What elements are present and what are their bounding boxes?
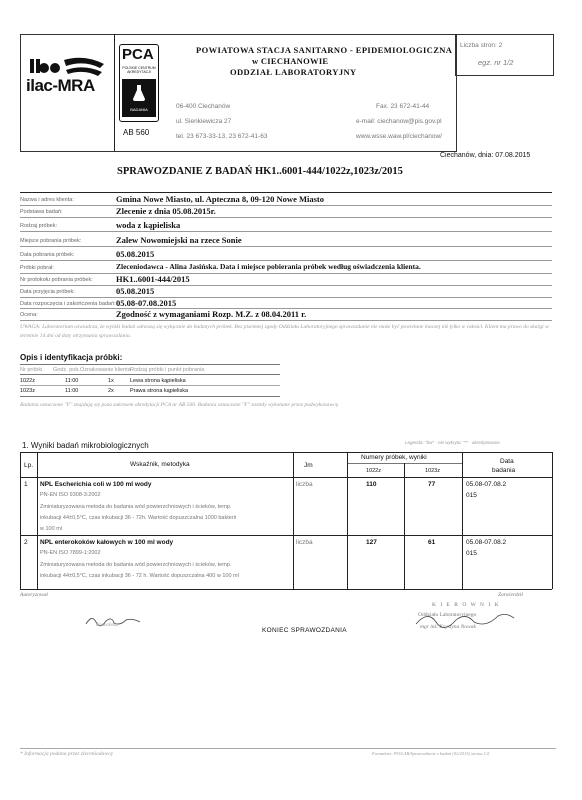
copy-number: egz. nr 1/2 [478, 58, 514, 67]
address-tel: tel. 23 673-33-13, 23 672-41-63 [176, 133, 268, 140]
row-value-2: 77 [428, 481, 436, 488]
samples-header-desc: Rodzaj próbki i punkt pobrania [130, 367, 205, 373]
row-note: inkubacji 44±0,5°C, czas inkubacji 36 - 72h. Wartość dopuszczalna 1000 bakterii [40, 515, 237, 521]
sample-desc: Lewa strona kąpieliska [130, 378, 186, 384]
sample-time: 11:00 [65, 378, 79, 384]
sample-no: 1022z [20, 378, 35, 384]
samples-header-no: Nr próbki [20, 367, 43, 373]
info-label: Nazwa i adres klienta: [20, 197, 74, 203]
info-rule [20, 320, 552, 321]
info-rule [20, 297, 552, 298]
th-numbers: Numery próbek, wyniki [361, 454, 427, 461]
notice-remarks: UWAGA: Laboratorium oświadcza, że wyniki badań odnoszą się wyłącznie do badanych próbek. Bez pisemnej zgody Oddziału Laboratoryjnego sprawozdanie nie może być powielane inaczej niż tylko w całości. Klient ma prawo do skargi w terminie 14 dni od daty otrzymania sprawozdania. [20, 324, 549, 339]
row-note: inkubacji 44±0,5°C, czas inkubacji 36 - 72 h. Wartość dopuszczalna 400 w 100 ml [40, 573, 239, 579]
title-rule [20, 192, 552, 193]
th-param: Wskaźnik, metodyka [130, 461, 190, 468]
row-method: PN-EN ISO 9308-3:2002 [40, 492, 101, 498]
row-date: 05.08-07.08.2 [466, 481, 507, 488]
row-method: PN-EN ISO 7899-1:2002 [40, 550, 101, 556]
ab-number: AB 560 [123, 128, 150, 137]
samples-rule [20, 364, 280, 365]
place-date: Ciechanów, dnia: 07.08.2015 [440, 152, 531, 159]
pca-logo [119, 44, 159, 122]
info-label: Podstawa badań: [20, 209, 63, 215]
table-rule-header [20, 477, 552, 478]
info-value: HK1..6001-444/2015 [116, 274, 190, 284]
info-value: Zleceniodawca - Alina Jasińska. Data i miejsce pobierania próbek według oświadczenia klienta. [116, 262, 421, 271]
table-col-rule [37, 452, 38, 589]
info-value: Zalew Nowomiejski na rzece Sonie [116, 235, 242, 245]
th-sample-2: 1023z [425, 468, 440, 474]
row-note: w 100 ml [40, 526, 63, 532]
institution-line-3: ODDZIAŁ LABORATORYJNY [230, 67, 357, 77]
pca-subtext: POLSKIE CENTRUM AKREDYTACJI [122, 66, 156, 74]
info-label: Data rozpoczęcia i zakończenia badań: [20, 301, 116, 307]
stamp-line-2: Oddziału Laboratoryjnego [418, 612, 477, 618]
info-rule [20, 231, 552, 232]
info-value: Gmina Nowe Miasto, ul. Apteczna 8, 09-120 Nowe Miasto [116, 194, 324, 204]
row-date-cont: 015 [466, 550, 477, 557]
bottom-rule [20, 748, 556, 749]
stamp-line-1: K I E R O W N I K [432, 602, 501, 608]
info-label: Miejsce pobrania próbek: [20, 238, 82, 244]
info-value: woda z kąpieliska [116, 220, 181, 230]
sample-no: 1023z [20, 388, 35, 394]
info-rule [20, 217, 552, 218]
sample-time: 11:00 [65, 388, 79, 394]
info-rule [20, 285, 552, 286]
row-value-2: 61 [428, 539, 436, 546]
info-label: Nr protokołu pobrania próbek: [20, 277, 93, 283]
info-label: Data przyjęcia próbek: [20, 289, 75, 295]
info-value: Zlecenie z dnia 05.08.2015r. [116, 206, 216, 216]
row-lp: 2 [24, 539, 28, 546]
page-count: Liczba stron: 2 [460, 42, 503, 49]
flask-icon [133, 85, 145, 101]
table-col-rule [462, 452, 463, 589]
stamp-line-3: mgr inż. Krystyna Nowak [420, 624, 476, 630]
info-value: 05.08.2015 [116, 286, 155, 296]
email: e-mail: ciechanow@pis.gov.pl [356, 118, 442, 125]
row-note: Zminiaturyzowana metoda do badania wód powierzchniowych i ścieków, temp. [40, 504, 232, 510]
www: www.wsse.waw.pl/ciechanow/ [356, 133, 442, 140]
th-lp: Lp. [24, 462, 34, 469]
sample-mark: 1x [108, 378, 114, 384]
samples-header-time: Godz. pob. [53, 367, 80, 373]
page-count-box [455, 34, 554, 76]
sample-desc: Prawa strona kąpieliska [130, 388, 189, 394]
institution-line-2: w CIECHANOWIE [252, 56, 329, 66]
approved-label: Zatwierdził [498, 592, 523, 598]
info-rule [20, 205, 552, 206]
results-legend: Legenda: "bw" - nie wykryto; "*" - akredytowane [405, 440, 500, 445]
row-value-1: 110 [366, 481, 377, 488]
table-col-rule [293, 452, 294, 589]
row-param-name: NPL enterokoków kałowych w 100 ml wody [40, 539, 174, 546]
row-note: Zminiaturyzowana metoda do badania wód powierzchniowych i ścieków, temp. [40, 562, 232, 568]
info-label: Ocena: [20, 312, 38, 318]
notice-accreditation: Badania oznaczone "F" znajdują się poza zakresem akredytacji PCA nr AB 560. Badania oznaczone "F" zostały wykonane przez podwykonawcę. [20, 402, 340, 408]
info-value: Zgodność z wymaganiami Rozp. M.Z. z 08.04.2011 r. [116, 309, 307, 319]
info-label: Rodzaj próbek: [20, 223, 57, 229]
fax: Fax. 23 672-41-44 [376, 103, 430, 110]
info-rule [20, 273, 552, 274]
th-date-2: badania [492, 467, 516, 474]
info-value: 05.08.2015 [116, 249, 155, 259]
end-of-report: KONIEC SPRAWOZDANIA [262, 627, 347, 634]
info-value: 05.08-07.08.2015 [116, 298, 177, 308]
signature-left-text: Kowalska [96, 622, 118, 628]
pca-band-label: BADANIA [130, 107, 148, 112]
institution-line-1: POWIATOWA STACJA SANITARNO - EPIDEMIOLOGICZNA [196, 45, 453, 55]
samples-header-mark: Oznakowanie klienta [80, 367, 131, 373]
pca-text: PCA [122, 46, 154, 63]
results-title: 1. Wyniki badań mikrobiologicznych [22, 441, 149, 450]
address-street: ul. Sienkiewicza 27 [176, 118, 232, 125]
row-date-cont: 015 [466, 492, 477, 499]
info-label: Data pobrania próbek: [20, 252, 75, 258]
info-label: Próbki pobrał: [20, 265, 54, 271]
authorized-label: Autoryzował [20, 592, 48, 598]
table-rule-top [20, 452, 552, 453]
bottom-note-left: * Informacja podana przez zleceniodawcę [20, 751, 113, 757]
bottom-note-right: Formularz: PO/LAB/Sprawozdanie z badań (02/2015) strona 1/2 [372, 751, 490, 756]
table-col-rule [552, 452, 553, 589]
row-lp: 1 [24, 481, 28, 488]
ilac-text: ilac-MRA [26, 76, 95, 95]
th-unit: Jm [304, 462, 313, 469]
samples-title: Opis i identyfikacja próbki: [20, 353, 123, 362]
row-unit: liczba [296, 539, 313, 546]
ilac-logo [24, 56, 110, 102]
signature-right [410, 604, 520, 634]
table-col-rule [347, 452, 348, 589]
header-divider [114, 34, 115, 151]
table-col-rule [20, 452, 21, 589]
address-city: 06-400 Ciechanów [176, 103, 231, 110]
row-param-name: NPL Escherichia coli w 100 ml wody [40, 481, 152, 488]
sample-rule [20, 385, 280, 386]
table-rule-row [20, 535, 552, 536]
row-value-1: 127 [366, 539, 377, 546]
table-rule-bottom [20, 589, 552, 590]
info-rule [20, 260, 552, 261]
report-title: SPRAWOZDANIE Z BADAŃ HK1..6001-444/1022z,1023z/2015 [117, 166, 403, 177]
info-rule [20, 246, 552, 247]
th-date-1: Data [500, 458, 514, 465]
samples-header-rule [20, 374, 280, 375]
row-date: 05.08-07.08.2 [466, 539, 507, 546]
row-unit: liczba [296, 481, 313, 488]
sample-rule [20, 396, 280, 397]
sample-mark: 2x [108, 388, 114, 394]
pca-band [122, 79, 156, 117]
table-col-rule [404, 463, 405, 589]
th-sample-1: 1022z [366, 468, 381, 474]
